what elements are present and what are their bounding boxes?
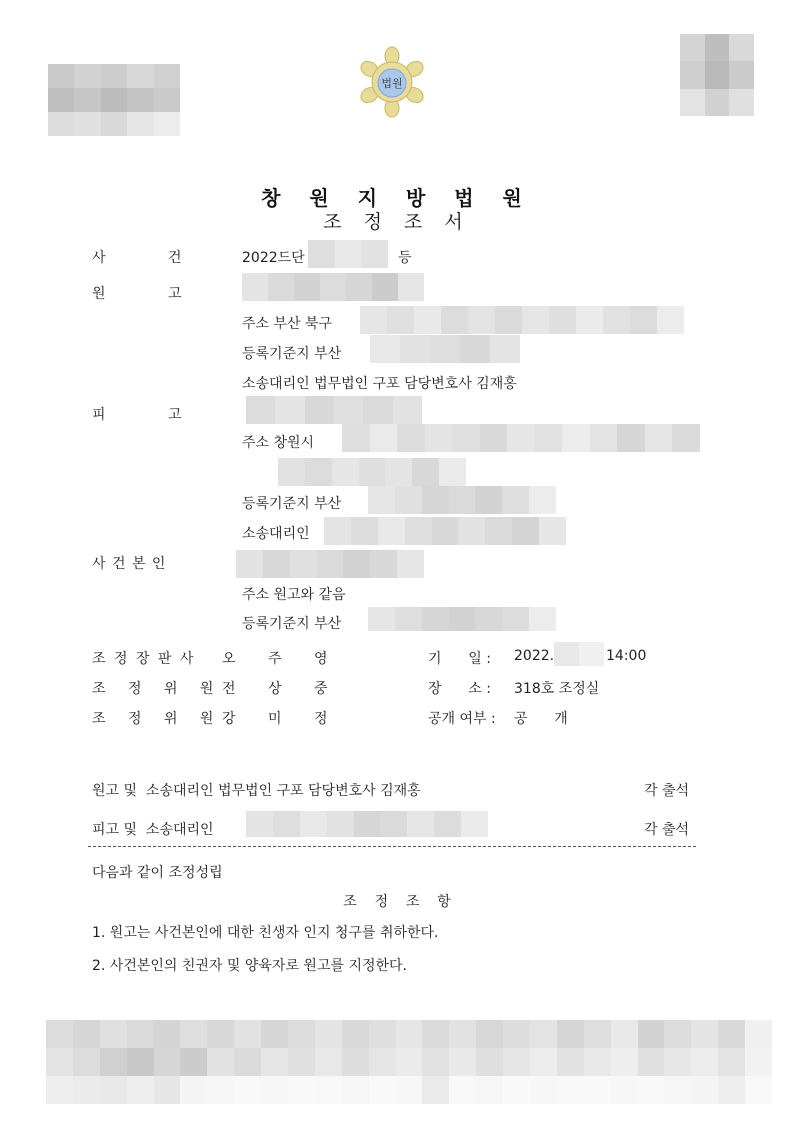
redacted-date [554,642,604,666]
redacted-principal-registry [368,607,556,631]
label-defendant-1: 피 [92,407,106,423]
label-plaintiff-2: 고 [168,286,182,302]
member1-name-2: 상 [268,681,282,697]
plaintiff-address-label: 주소 부산 북구 [242,316,333,332]
member1-name-3: 중 [314,681,328,697]
settlement-heading: 조 정 조 항 [343,894,451,910]
judge-name-2: 주 [268,651,282,667]
plaintiff-agent: 소송대리인 법무법인 구포 담당변호사 김재홍 [242,376,517,392]
member2-name-2: 미 [268,711,282,727]
plaintiff-attendance: 원고 및 소송대리인 법무법인 구포 담당변호사 김재홍 [92,783,421,799]
plaintiff-attendance-status: 각 출석 [644,783,690,799]
defendant-attendance-status: 각 출석 [644,822,690,838]
member1-role: 조 정 위 원 [92,681,223,697]
place-value: 318호 조정실 [514,681,600,697]
redacted-principal-name [236,550,424,578]
judge-role: 조 정 장 판 사 [92,651,196,667]
defendant-address-label: 주소 창원시 [242,435,315,451]
redacted-defendant-registry [368,486,556,514]
redacted-plaintiff-name [242,273,424,301]
label-case-1: 사 [92,250,106,266]
label-plaintiff-1: 원 [92,286,106,302]
redacted-defendant-address [342,424,700,452]
settlement-item-1: 1. 원고는 사건본인에 대한 친생자 인지 청구를 취하한다. [92,925,439,941]
case-suffix: 등 [398,250,412,266]
court-name: 창 원 지 방 법 원 [261,186,533,210]
place-label: 장 소 : [428,681,491,697]
principal-address: 주소 원고와 같음 [242,587,346,603]
defendant-attendance: 피고 및 소송대리인 [92,822,214,838]
divider [88,846,696,847]
redacted-plaintiff-registry [370,335,520,363]
defendant-registry-label: 등록기준지 부산 [242,496,342,512]
member2-name-1: 강 [222,711,236,727]
document-type: 조 정 조 서 [323,211,471,233]
principal-registry-label: 등록기준지 부산 [242,616,342,632]
seal-text: 법원 [381,77,403,90]
redacted-defendant-attendance [246,811,488,837]
member1-name-1: 전 [222,681,236,697]
redacted-defendant-agent [324,517,566,545]
defendant-agent-label: 소송대리인 [242,526,310,542]
plaintiff-registry-label: 등록기준지 부산 [242,346,342,362]
public-value: 공 개 [514,711,568,727]
judge-name-1: 오 [222,651,236,667]
redacted-defendant-name [246,396,422,424]
redacted-defendant-address-2 [278,458,466,486]
case-number: 2022드단 [242,250,305,266]
redacted-header-right [680,34,754,116]
public-label: 공개 여부 : [428,711,496,727]
judge-name-3: 영 [314,651,328,667]
redacted-plaintiff-address [360,306,684,334]
redacted-case-number [308,240,388,268]
member2-role: 조 정 위 원 [92,711,223,727]
date-label: 기 일 : [428,651,491,667]
settlement-intro: 다음과 같이 조정성립 [92,865,223,881]
redacted-footer [46,1020,772,1104]
member2-name-3: 정 [314,711,328,727]
date-value: 2022. [514,648,555,664]
redacted-header-left [48,64,180,136]
time-value: 14:00 [606,648,647,664]
label-defendant-2: 고 [168,407,182,423]
label-case-2: 건 [168,250,182,266]
label-case-principal: 사 건 본 인 [92,556,167,572]
court-seal-icon [356,46,428,118]
settlement-item-2: 2. 사건본인의 친권자 및 양육자로 원고를 지정한다. [92,958,407,974]
